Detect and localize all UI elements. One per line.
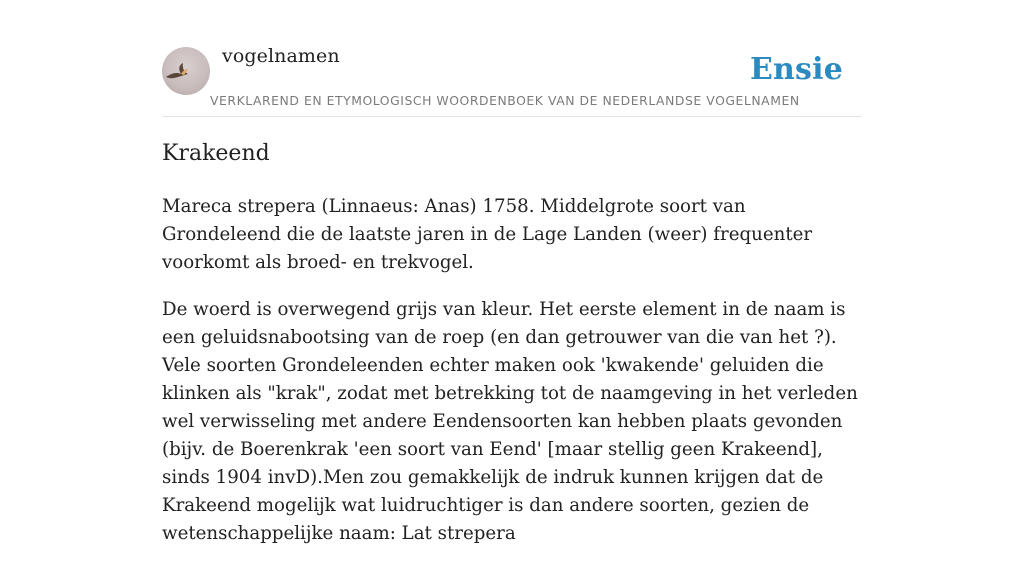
header [162,38,862,117]
article-paragraph: Mareca strepera (Linnaeus: Anas) 1758. Middelgrote soort van Grondeleend die de laatste jaren in de Lage Landen (weer) frequenter voorkomt als broed- en trekvogel. [162,196,813,273]
article-title: Krakeend [162,141,270,166]
avatar[interactable] [162,47,210,95]
site-name[interactable]: vogelnamen [222,45,340,67]
article [162,138,868,567]
bird-icon [162,47,210,95]
ensie-logo-link[interactable]: Ensie [749,52,843,87]
site-subtitle: VERKLAREND EN ETYMOLOGISCH WOORDENBOEK VAN DE NEDERLANDSE VOGELNAMEN [210,93,800,108]
article-paragraph: De woerd is overwegend grijs van kleur. Het eerste element in de naam is een geluidsnabootsing van de roep (en dan getrouwer van die van het ?). Vele soorten Grondeleenden echter maken ook 'kwakende' geluiden die klinken als "krak", zodat met betrekking tot de naamgeving in het verleden wel verwisseling met andere Eendensoorten kan hebben plaats gevonden (bijv. de Boerenkrak 'een soort van Eend' [maar stellig geen Krakeend], sinds 1904 invD).Men zou gemakkelijk de indruk kunnen krijgen dat de Krakeend mogelijk wat luidruchtiger is dan andere soorten, gezien de wetenschappelijke naam: Lat strepera [162,299,858,544]
